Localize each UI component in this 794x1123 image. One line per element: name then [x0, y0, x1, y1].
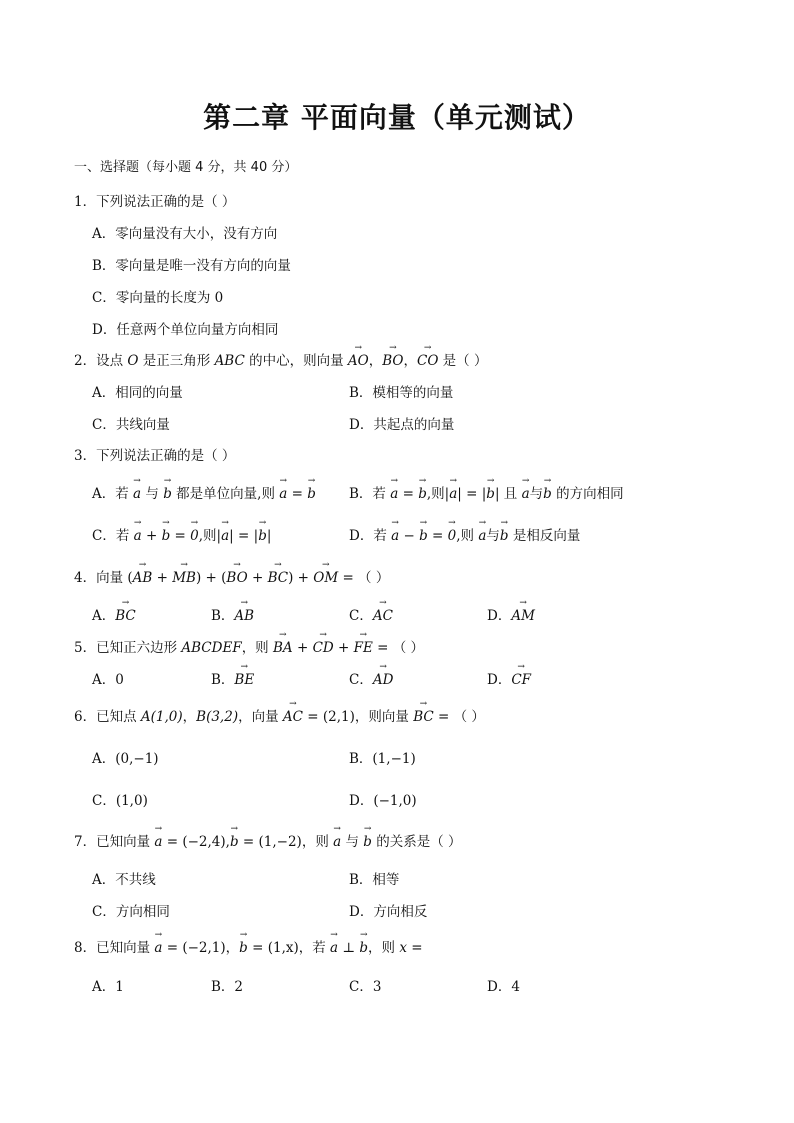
question-6-stem: [74, 705, 485, 725]
q8-option-a: A．1: [92, 979, 124, 995]
q7-option-a: A．不共线: [92, 872, 156, 888]
q3-text: ,则: [456, 528, 479, 544]
q1-option-b: B．零向量是唯一没有方向的向量: [92, 258, 291, 274]
q3-equals: =: [427, 528, 448, 544]
q6-value: = (2,1): [302, 709, 355, 725]
q4-option-b: [211, 604, 254, 624]
option-label: B．: [211, 608, 235, 624]
q3-option-label: B．若: [349, 486, 391, 502]
q6-sep: ，: [182, 709, 197, 725]
q5-option-d: [487, 668, 531, 688]
q3-text: 且: [499, 486, 522, 502]
option-label: C．: [349, 672, 373, 688]
option-label: A．: [92, 672, 116, 688]
option-label: D．: [487, 672, 512, 688]
q8-option-c: C．3: [349, 979, 382, 995]
vector-mb: → MB: [172, 570, 196, 586]
vector-b: → b: [418, 486, 427, 502]
vector-am: → AM: [511, 608, 535, 624]
q5-text: ，则: [241, 640, 273, 656]
vector-a: → a: [154, 834, 162, 850]
q4-plus: +: [247, 570, 268, 586]
option-value: 0: [115, 672, 124, 688]
vector-a: → a: [133, 486, 141, 502]
q3-equals: =: [170, 528, 191, 544]
q1-option-c: C．零向量的长度为 0: [92, 290, 224, 306]
option-label: C．: [349, 608, 373, 624]
vector-a: → a: [522, 486, 530, 502]
variable-x: x: [399, 940, 407, 956]
vector-ac: → AC: [373, 608, 393, 624]
q2-triangle: ABC: [214, 353, 245, 369]
vector-cf: → CF: [511, 672, 531, 688]
vector-b: → b: [359, 940, 368, 956]
section-heading: 一、选择题（每小题 4 分，共 40 分）: [74, 160, 298, 175]
q5-text: = （ ）: [372, 640, 425, 656]
q2-text: 2．设点: [74, 353, 128, 369]
vector-a: → a: [478, 528, 486, 544]
q6-option-b: B．(1,−1): [349, 751, 416, 767]
q4-option-d: [487, 604, 535, 624]
q3-text: 与: [486, 528, 500, 544]
q5-plus: +: [333, 640, 354, 656]
q6-text: ，则向量: [354, 709, 414, 725]
vector-be: → BE: [234, 672, 254, 688]
q4-text: ) +: [288, 570, 314, 586]
q6-option-a: A．(0,−1): [92, 751, 159, 767]
vector-b: → b: [543, 486, 552, 502]
q3-equals: =: [398, 486, 419, 502]
q3-equals: =: [461, 486, 482, 502]
vector-co: → CO: [417, 353, 438, 369]
q6-text: 6．已知点: [74, 709, 141, 725]
q3-option-label: A．若: [92, 486, 134, 502]
q3-text: 都是单位向量,则: [171, 486, 280, 502]
vector-b: → b: [163, 486, 172, 502]
vector-a: → a: [154, 940, 162, 956]
q8-value: = (1,x): [247, 940, 299, 956]
q2-option-b: B．模相等的向量: [349, 385, 454, 401]
q2-option-a: A．相同的向量: [92, 385, 183, 401]
vector-b: → b: [486, 486, 495, 502]
q3-option-b: B．若 → a = → b,则|→ a| = |→ b| 且 → a与→ b 的方向相同: [349, 482, 624, 502]
q2-sep: ，: [368, 353, 383, 369]
q5-option-c: [349, 668, 393, 688]
q2-option-c: C．共线向量: [92, 417, 170, 433]
q8-option-b: B．2: [211, 979, 244, 995]
q8-text: ，则: [368, 940, 400, 956]
q3-text: ,则: [198, 528, 217, 544]
vector-b: → b: [419, 528, 428, 544]
vector-a: → a: [279, 486, 287, 502]
q5-plus: +: [292, 640, 313, 656]
vector-ab: → AB: [133, 570, 153, 586]
q8-text: ，若: [298, 940, 331, 956]
point-b: B(3,2): [196, 709, 239, 725]
vector-om: → OM: [313, 570, 338, 586]
vector-bc: → BC: [268, 570, 289, 586]
vector-a: → a: [221, 528, 229, 544]
q8-perp: ⊥: [338, 940, 360, 956]
q3-option-label: C．若: [92, 528, 134, 544]
q2-sep: ，: [403, 353, 417, 369]
q8-text: 8．已知向量: [74, 940, 155, 956]
q6-option-c: C．(1,0): [92, 793, 148, 809]
question-5-stem: [74, 636, 424, 656]
q3-equals: =: [233, 528, 254, 544]
hexagon-name: ABCDEF: [181, 640, 242, 656]
q8-option-d: D．4: [487, 979, 520, 995]
q7-text: 的关系是（ ）: [371, 834, 462, 850]
vector-a: → a: [391, 528, 399, 544]
q7-text: ，则: [301, 834, 334, 850]
page-title: 第二章 平面向量（单元测试）: [203, 101, 591, 134]
q1-option-a: A．零向量没有大小，没有方向: [92, 226, 278, 242]
q4-plus: +: [152, 570, 173, 586]
q3-option-a: [92, 482, 316, 502]
vector-a: → a: [449, 486, 457, 502]
vector-bc: → BC: [115, 608, 136, 624]
q3-text: 的方向相同: [551, 486, 624, 502]
q6-text: = （ ）: [433, 709, 485, 725]
q5-option-a: [92, 668, 124, 688]
option-label: A．: [92, 608, 116, 624]
q2-text: 是正三角形: [138, 353, 215, 369]
question-1-stem: 1．下列说法正确的是（ ）: [74, 194, 236, 210]
q3-plus: +: [141, 528, 162, 544]
vector-bo: → BO: [382, 353, 403, 369]
vector-ab: → AB: [234, 608, 254, 624]
q3-option-d: [349, 524, 580, 544]
q8-text: =: [406, 940, 423, 956]
vector-b: → b: [307, 486, 316, 502]
q3-text: 是相反向量: [508, 528, 581, 544]
q4-text: = （ ）: [338, 570, 390, 586]
vector-b: → b: [258, 528, 267, 544]
vector-bc: → BC: [413, 709, 434, 725]
q4-text: ) + (: [195, 570, 227, 586]
vector-b: → b: [363, 834, 372, 850]
question-2-stem: [74, 349, 487, 369]
q1-option-d: D．任意两个单位向量方向相同: [92, 322, 279, 338]
vector-ac: → AC: [283, 709, 303, 725]
q7-option-b: B．相等: [349, 872, 400, 888]
zero-vector: → 0: [190, 528, 199, 544]
q2-point-o: O: [127, 353, 139, 369]
vector-a: → a: [330, 940, 338, 956]
q8-sep: ，: [225, 940, 240, 956]
option-label: B．: [211, 672, 235, 688]
vector-ba: → BA: [273, 640, 293, 656]
zero-vector: → 0: [448, 528, 457, 544]
option-label: D．: [487, 608, 512, 624]
q3-text: ,则: [426, 486, 445, 502]
vector-b: → b: [239, 940, 248, 956]
q6-option-d: D．(−1,0): [349, 793, 417, 809]
q7-text: 与: [341, 834, 364, 850]
question-3-stem: 3．下列说法正确的是（ ）: [74, 448, 236, 464]
vector-fe: → FE: [354, 640, 373, 656]
q5-text: 5．已知正六边形: [74, 640, 182, 656]
q4-option-a: [92, 604, 136, 624]
q5-option-b: [211, 668, 254, 688]
q2-option-d: D．共起点的向量: [349, 417, 455, 433]
q3-text: 与: [141, 486, 164, 502]
q7-text: 7．已知向量: [74, 834, 155, 850]
question-8-stem: [74, 936, 423, 956]
q2-text: 是（ ）: [438, 353, 488, 369]
vector-a: → a: [390, 486, 398, 502]
q7-option-d: D．方向相反: [349, 904, 428, 920]
q4-text: 4．向量 (: [74, 570, 133, 586]
q2-text: 的中心，则向量: [244, 353, 348, 369]
q3-equals: =: [287, 486, 308, 502]
vector-cd: → CD: [313, 640, 334, 656]
vector-b: → b: [162, 528, 171, 544]
q3-text: 与: [529, 486, 544, 502]
vector-ao: → AO: [348, 353, 369, 369]
q3-option-c: C．若 → a + → b = → 0,则|→ a| = |→ b|: [92, 524, 271, 544]
vector-b: → b: [500, 528, 509, 544]
vector-bo: → BO: [226, 570, 247, 586]
q7-option-c: C．方向相同: [92, 904, 170, 920]
q3-minus: −: [399, 528, 420, 544]
q8-value: = (−2,1): [162, 940, 226, 956]
question-7-stem: [74, 830, 462, 850]
q3-option-label: D．若: [349, 528, 392, 544]
point-a: A(1,0): [140, 709, 183, 725]
vector-ad: → AD: [373, 672, 394, 688]
vector-b: → b: [230, 834, 239, 850]
vector-a: → a: [333, 834, 341, 850]
q7-value: = (1,−2): [238, 834, 302, 850]
q7-value: = (−2,4),: [162, 834, 230, 850]
vector-a: → a: [134, 528, 142, 544]
q6-text: ，向量: [238, 709, 283, 725]
question-4-stem: [74, 566, 389, 586]
q4-option-c: [349, 604, 393, 624]
